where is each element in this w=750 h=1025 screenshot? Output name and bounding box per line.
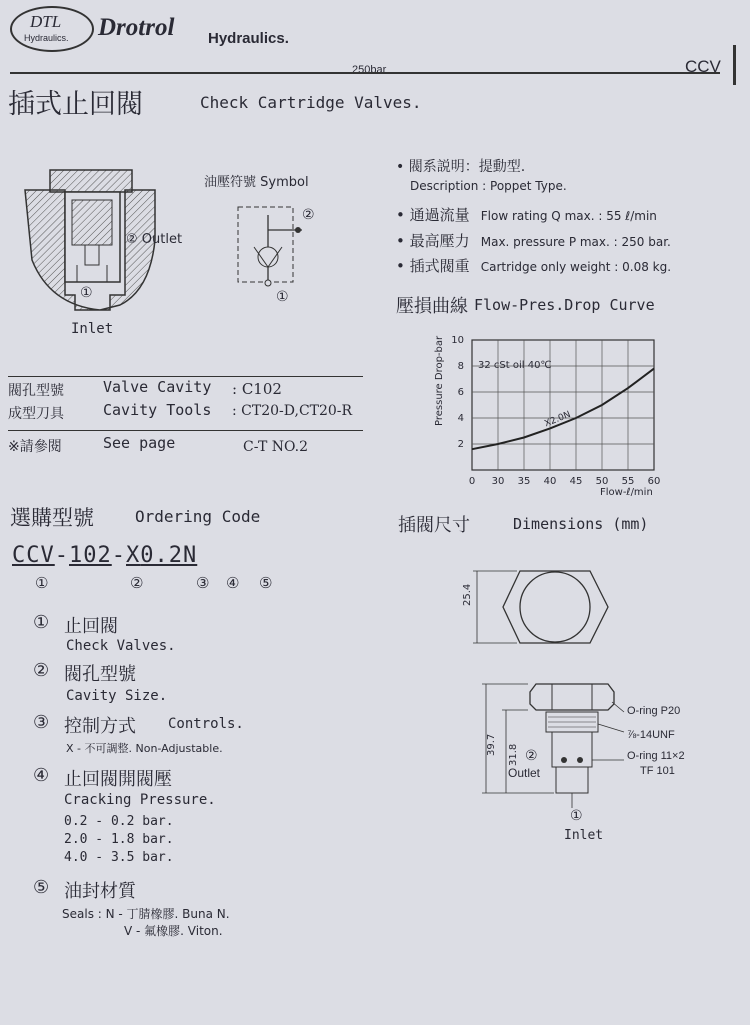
code-part-pressure: 0.2 [140, 543, 183, 568]
symbol-title: 油壓符號 Symbol [204, 175, 309, 190]
item5-line2: V - 氟橡膠. Viton. [124, 924, 223, 938]
page-tab-mark [733, 45, 736, 85]
cavity-row3-zh: ※請參閱 [8, 439, 62, 455]
item1-en: Check Valves. [66, 638, 176, 654]
cavity-row1-val: : C102 [232, 380, 282, 398]
ordering-heading-en: Ordering Code [135, 507, 261, 526]
spec-weight: • 插式閥重 Cartridge only weight : 0.08 kg. [396, 257, 672, 275]
item4-line2: 2.0 - 1.8 bar. [64, 832, 174, 847]
code-num-1: ① [35, 574, 49, 592]
cross-section-inlet-label: Inlet [71, 321, 114, 337]
ordering-code: CCV-102-X0.2N [12, 543, 198, 568]
item5-num: ⑤ [33, 877, 50, 898]
cavity-row2-en: Cavity Tools [103, 401, 212, 419]
item2-num: ② [33, 660, 50, 681]
cavity-row2-zh: 成型刀具 [8, 406, 64, 422]
item4-num: ④ [33, 765, 50, 786]
code-part-ccv: CCV [12, 543, 55, 568]
dtl-logo [10, 6, 94, 52]
item1-num: ① [33, 612, 50, 633]
code-part-control: X [126, 543, 141, 568]
code-num-4: ④ [226, 574, 240, 592]
dimensions-heading-zh: 插閥尺寸 [398, 515, 470, 536]
product-code: CCV [685, 57, 721, 76]
chart-series-line [472, 369, 654, 450]
chart-ticks [451, 335, 660, 487]
cavity-rule-bottom [8, 430, 363, 431]
ordering-heading-zh: 選購型號 [10, 506, 94, 530]
chart-xtick-label: 0 [468, 476, 476, 487]
title-en: Check Cartridge Valves. [200, 93, 422, 112]
dim-outlet-num: ② [525, 748, 538, 764]
cavity-row1-zh: 閥孔型號 [8, 383, 64, 399]
cavity-row3-val: C-T NO.2 [243, 439, 308, 455]
item4-en: Cracking Pressure. [64, 792, 216, 808]
dim-overall-height: 39.7 [486, 733, 497, 756]
code-num-2: ② [130, 574, 144, 592]
spec-description-en: Description : Poppet Type. [410, 179, 567, 193]
brand-name: Drotrol [98, 14, 175, 41]
item4-line1: 0.2 - 0.2 bar. [64, 814, 174, 829]
item3-en: X - 不可調整. Non-Adjustable. [66, 742, 223, 755]
chart-ytick-label: 8 [457, 361, 464, 372]
chart-ylabel: Pressure Drop-bar [434, 335, 445, 426]
tf-101-label: TF 101 [640, 765, 675, 777]
dim-inlet-label: Inlet [564, 828, 604, 843]
hex-top-view [455, 565, 625, 650]
pressure-rating: 250bar [352, 64, 387, 76]
chart-xtick-label: 60 [647, 476, 661, 487]
chart-xlabel: Flow-ℓ/min [600, 487, 653, 498]
cavity-row1-en: Valve Cavity [103, 378, 212, 396]
item3-zh-en: Controls. [168, 716, 244, 732]
item3-num: ③ [33, 712, 50, 733]
item3-zh: 控制方式 [64, 716, 136, 737]
chart-ytick-label: 2 [457, 439, 464, 450]
chart-heading-zh: 壓損曲線 [396, 296, 468, 317]
dim-inlet-num: ① [570, 808, 583, 824]
chart-xtick-label: 40 [543, 476, 557, 487]
dimensions-heading-en: Dimensions (mm) [513, 515, 649, 533]
item4-line3: 4.0 - 3.5 bar. [64, 850, 174, 865]
chart-xtick-label: 55 [621, 476, 635, 487]
item1-zh: 止回閥 [64, 616, 118, 637]
code-num-3: ③ [196, 574, 210, 592]
chart-xtick-label: 35 [517, 476, 531, 487]
logo-text: DTL [30, 12, 62, 31]
dim-hex-label: 25.4 [462, 583, 473, 606]
chart-ytick-label: 6 [457, 387, 464, 398]
thread-label: ⅞-14UNF [627, 729, 675, 741]
code-num-5: ⑤ [259, 574, 273, 592]
cavity-row3-en: See page [103, 434, 176, 452]
spec-flow: • 通過流量 Flow rating Q max. : 55 ℓ/min [396, 206, 657, 224]
brand-suffix: Hydraulics. [208, 30, 289, 47]
dim-outlet-label: Outlet [508, 766, 541, 780]
spec-pressure: • 最高壓力 Max. pressure P max. : 250 bar. [396, 232, 671, 250]
cross-section-port1: ① [80, 285, 93, 301]
dim-body-height: 31.8 [508, 743, 519, 766]
chart-ytick-label: 10 [451, 335, 464, 346]
chart-series [472, 369, 654, 450]
oring-11x2-label: O-ring 11×2 [627, 750, 685, 762]
logo-subtext: Hydraulics. [24, 33, 69, 43]
symbol-port2: ② [302, 207, 315, 223]
chart-xtick-label: 30 [491, 476, 505, 487]
cavity-row2-val: : CT20-D,CT20-R [232, 403, 353, 419]
cavity-rule-top [8, 376, 363, 377]
item5-zh: 油封材質 [64, 881, 136, 902]
item5-line1: Seals : N - 丁腈橡膠. Buna N. [62, 907, 230, 921]
header-rule [10, 72, 720, 74]
chart-xtick-label: 50 [595, 476, 609, 487]
cross-section-outlet-label: ② Outlet [126, 232, 183, 247]
chart-xtick-label: 45 [569, 476, 583, 487]
code-part-seal: N [183, 543, 198, 568]
spec-description-zh: • 閥系説明：提動型. [396, 159, 526, 175]
pressure-drop-chart [424, 330, 684, 505]
item4-zh: 止回閥開閥壓 [64, 769, 172, 790]
chart-annotation-oil: 32 cSt oil 40℃ [478, 360, 552, 371]
title-zh: 插式止回閥 [8, 89, 143, 120]
oring-p20-label: O-ring P20 [627, 705, 681, 717]
code-part-cavity: 102 [69, 543, 112, 568]
item2-en: Cavity Size. [66, 688, 168, 704]
symbol-port1: ① [276, 289, 289, 305]
chart-ytick-label: 4 [457, 413, 464, 424]
chart-heading-en: Flow-Pres.Drop Curve [474, 296, 655, 314]
chart-annotation-curve: X2.0N [543, 409, 573, 430]
item2-zh: 閥孔型號 [64, 664, 136, 685]
